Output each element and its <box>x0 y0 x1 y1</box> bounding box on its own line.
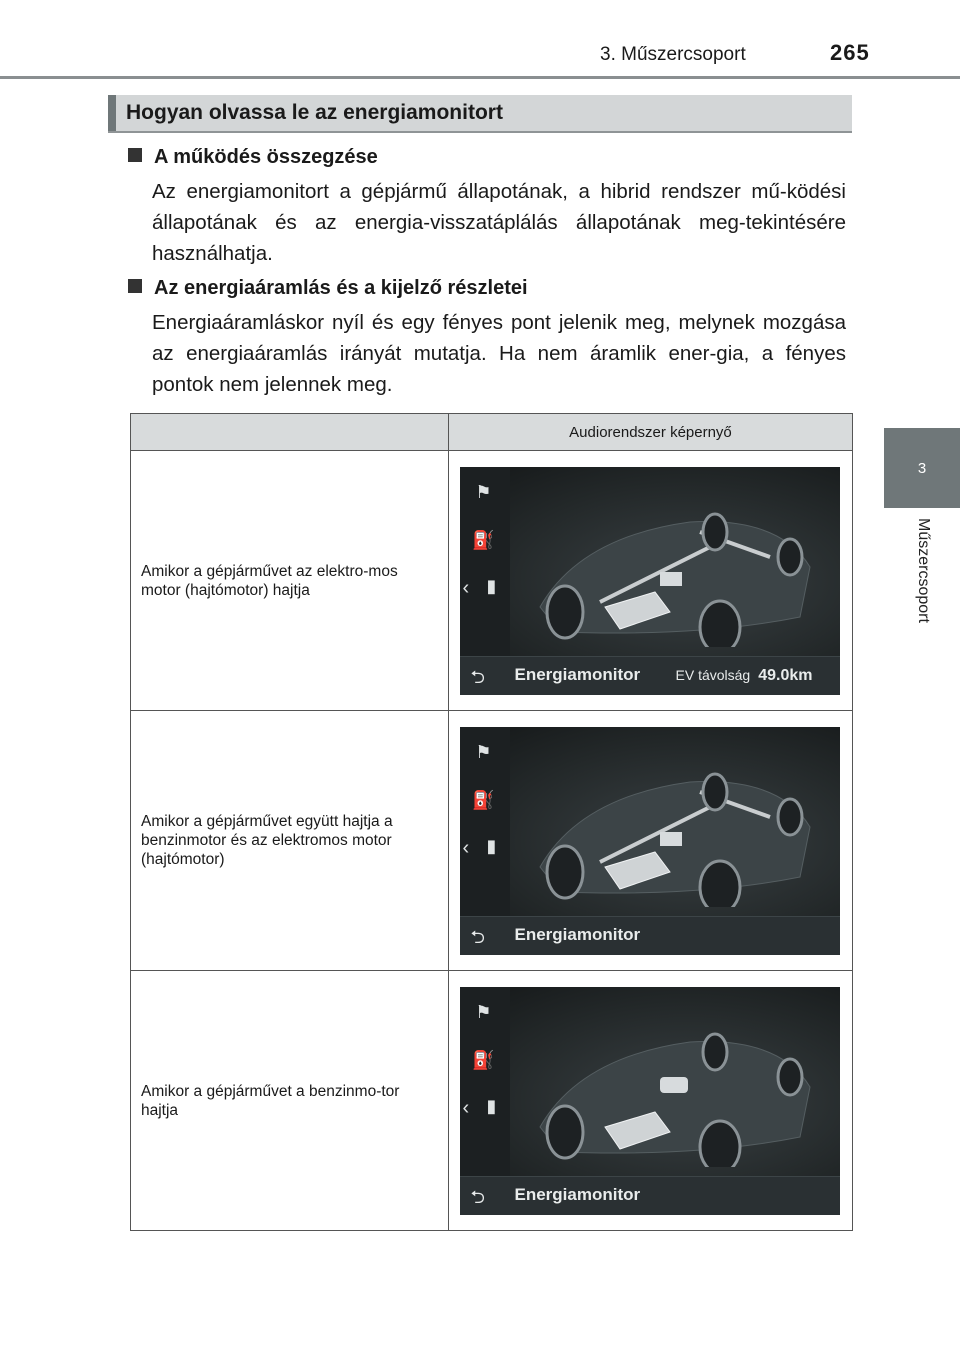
back-arrow-icon[interactable]: ⮌ <box>470 1186 485 1207</box>
row-description: Amikor a gépjárművet a benzinmo-tor hajtja <box>131 971 449 1231</box>
screen-title: Energiamonitor <box>514 1184 641 1204</box>
screen-title: Energiamonitor <box>514 924 641 944</box>
row-description: Amikor a gépjárművet együtt hajtja a benzinmotor és az elektromos motor (hajtómotor) <box>131 711 449 971</box>
paragraph-summary: Az energiamonitort a gépjármű állapotának, a hibrid rendszer mű-ködési állapotának és az energia-visszatáplálás állapotának meg-tekintésére használhatja. <box>152 180 846 265</box>
table-row <box>131 451 853 711</box>
table-row <box>131 711 853 971</box>
car-chassis-graphic <box>520 757 820 907</box>
table-row <box>131 971 853 1231</box>
subheading-energy-flow: Az energiaáramlás és a kijelző részletei <box>128 277 528 300</box>
energy-monitor-screen <box>460 987 840 1215</box>
section-header <box>108 95 852 133</box>
fuel-chart-icon: ⛽ <box>472 789 495 810</box>
back-arrow-icon[interactable]: ⮌ <box>470 666 485 687</box>
flag-chart-icon: ⚑ <box>475 481 492 502</box>
car-chassis-graphic <box>520 497 820 647</box>
battery-chart-icon: ▮ <box>486 1095 497 1116</box>
section-title: Hogyan olvassa le az energiamonitort <box>126 101 503 124</box>
chapter-tab-label: Műszercsoport <box>915 518 932 623</box>
flag-chart-icon: ⚑ <box>475 1001 492 1022</box>
fuel-chart-icon: ⛽ <box>472 529 495 550</box>
table-header-row <box>131 414 853 451</box>
screen-title: Energiamonitor <box>514 664 641 684</box>
chapter-title: 3. Műszercsoport <box>600 44 746 65</box>
ev-distance: EV távolság 49.0km <box>675 666 813 684</box>
chevron-left-icon: ‹ <box>462 1096 470 1119</box>
chevron-left-icon: ‹ <box>462 576 470 599</box>
back-arrow-icon[interactable]: ⮌ <box>470 926 485 947</box>
chevron-left-icon: ‹ <box>462 836 470 859</box>
page-number: 265 <box>830 40 870 65</box>
flag-chart-icon: ⚑ <box>475 741 492 762</box>
car-chassis-graphic <box>520 1017 820 1167</box>
column-header-audio-screen: Audiorendszer képernyő <box>448 414 852 451</box>
fuel-chart-icon: ⛽ <box>472 1049 495 1070</box>
square-bullet-icon <box>128 148 142 162</box>
row-description: Amikor a gépjárművet az elektro-mos motor (hajtómotor) hajtja <box>131 451 449 711</box>
chapter-tab-number: 3 <box>884 428 960 508</box>
energy-monitor-screen <box>460 467 840 695</box>
subheading-summary: A működés összegzése <box>128 146 378 169</box>
energy-monitor-screen <box>460 727 840 955</box>
paragraph-energy-flow: Energiaáramláskor nyíl és egy fényes pont jelenik meg, melynek mozgása az energiaáramlás irányát mutatja. Ha nem áramlik ener-gia, a fényes pontok nem jelennek meg. <box>152 311 846 396</box>
battery-chart-icon: ▮ <box>486 575 497 596</box>
square-bullet-icon <box>128 279 142 293</box>
header-rule <box>0 76 960 79</box>
energy-monitor-table <box>130 413 853 1231</box>
battery-chart-icon: ▮ <box>486 835 497 856</box>
